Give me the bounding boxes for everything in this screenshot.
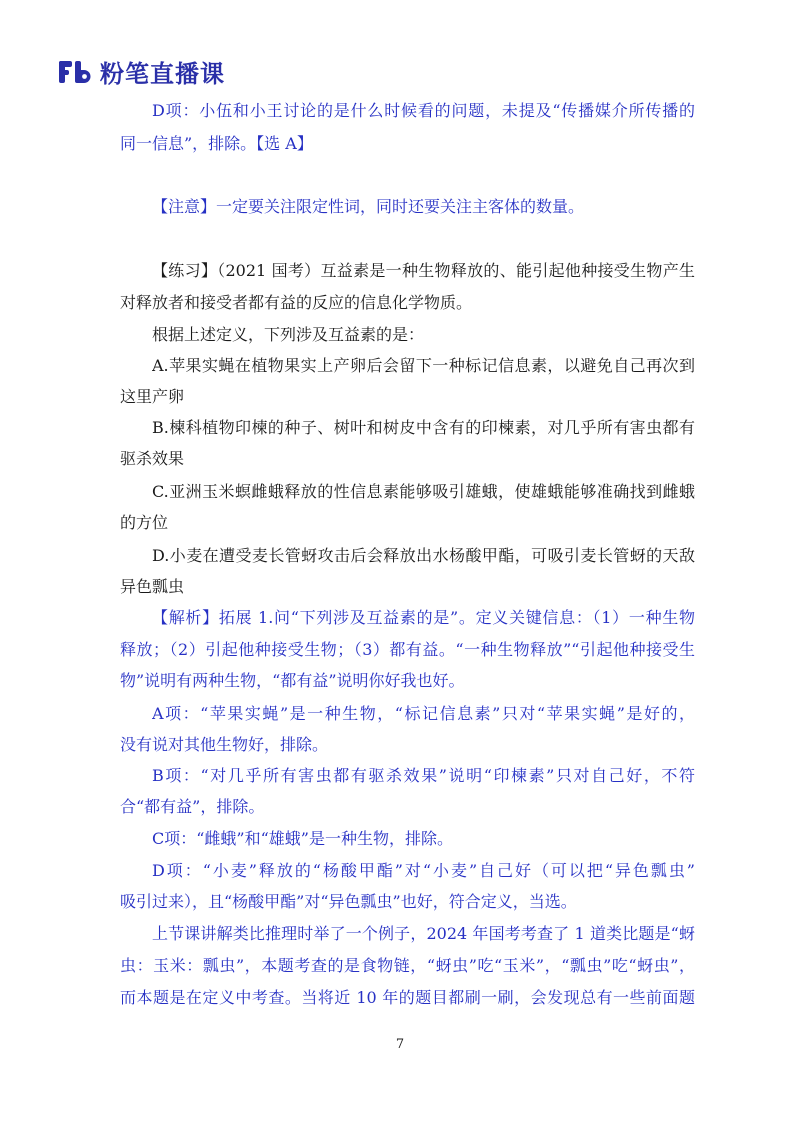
option-a-cont: 这里产卵 [120, 387, 185, 406]
option-a: A.苹果实蝇在植物果实上产卵后会留下一种标记信息素，以避免自己再次到 [152, 356, 695, 375]
analysis-line: 没有说对其他生物好，排除。 [120, 735, 329, 754]
analysis-line: 合“都有益”，排除。 [120, 797, 265, 816]
analysis-line: 上节课讲解类比推理时举了一个例子，2024 年国考考查了 1 道类比题是“蚜 [152, 924, 695, 943]
option-b-cont: 驱杀效果 [120, 449, 185, 468]
fenbi-logo-icon [58, 59, 94, 85]
brand-title: 粉笔直播课 [100, 60, 225, 88]
header [58, 54, 225, 89]
analysis-line: 而本题是在定义中考查。当将近 10 年的题目都刷一刷，会发现总有一些前面题 [120, 988, 695, 1007]
option-b: B.楝科植物印楝的种子、树叶和树皮中含有的印楝素，对几乎所有害虫都有 [152, 418, 695, 437]
question-prompt: 根据上述定义，下列涉及互益素的是： [152, 325, 425, 344]
analysis-line: B项：“对几乎所有害虫都有驱杀效果”说明“印楝素”只对自己好，不符 [152, 766, 695, 785]
option-c-cont: 的方位 [120, 513, 169, 532]
text-line: 同一信息”，排除。【选 A】 [120, 134, 313, 153]
option-d-cont: 异色瓢虫 [120, 577, 185, 596]
note-line: 【注意】一定要关注限定性词，同时还要关注主客体的数量。 [152, 197, 585, 216]
text-line: 对释放者和接受者都有益的反应的信息化学物质。 [120, 293, 473, 312]
analysis-line: C项：“雌蛾”和“雄蛾”是一种生物，排除。 [152, 829, 453, 848]
page-number: 7 [395, 1037, 405, 1052]
analysis-line: D项：“小麦”释放的“杨酸甲酯”对“小麦”自己好（可以把“异色瓢虫” [152, 861, 695, 880]
option-c: C.亚洲玉米螟雌蛾释放的性信息素能够吸引雄蛾，使雄蛾能够准确找到雌蛾 [152, 482, 695, 501]
analysis-line: 【解析】拓展 1.问“下列涉及互益素的是”。定义关键信息：（1）一种生物 [152, 608, 695, 627]
analysis-line: 物”说明有两种生物，“都有益”说明你好我也好。 [120, 671, 465, 690]
option-d: D.小麦在遭受麦长管蚜攻击后会释放出水杨酸甲酯，可吸引麦长管蚜的天敌 [152, 546, 695, 565]
analysis-line: A项：“苹果实蝇”是一种生物，“标记信息素”只对“苹果实蝇”是好的， [152, 704, 695, 723]
analysis-line: 释放；（2）引起他种接受生物；（3）都有益。“一种生物释放”“引起他种接受生 [120, 640, 695, 659]
text-line: D项：小伍和小王讨论的是什么时候看的问题，未提及“传播媒介所传播的 [152, 101, 695, 120]
analysis-line: 吸引过来），且“杨酸甲酯”对“异色瓢虫”也好，符合定义，当选。 [120, 892, 577, 911]
text-line: 【练习】（2021 国考）互益素是一种生物释放的、能引起他种接受生物产生 [152, 261, 695, 280]
analysis-line: 虫：玉米：瓢虫”，本题考查的是食物链，“蚜虫”吃“玉米”，“瓢虫”吃“蚜虫”， [120, 956, 695, 975]
